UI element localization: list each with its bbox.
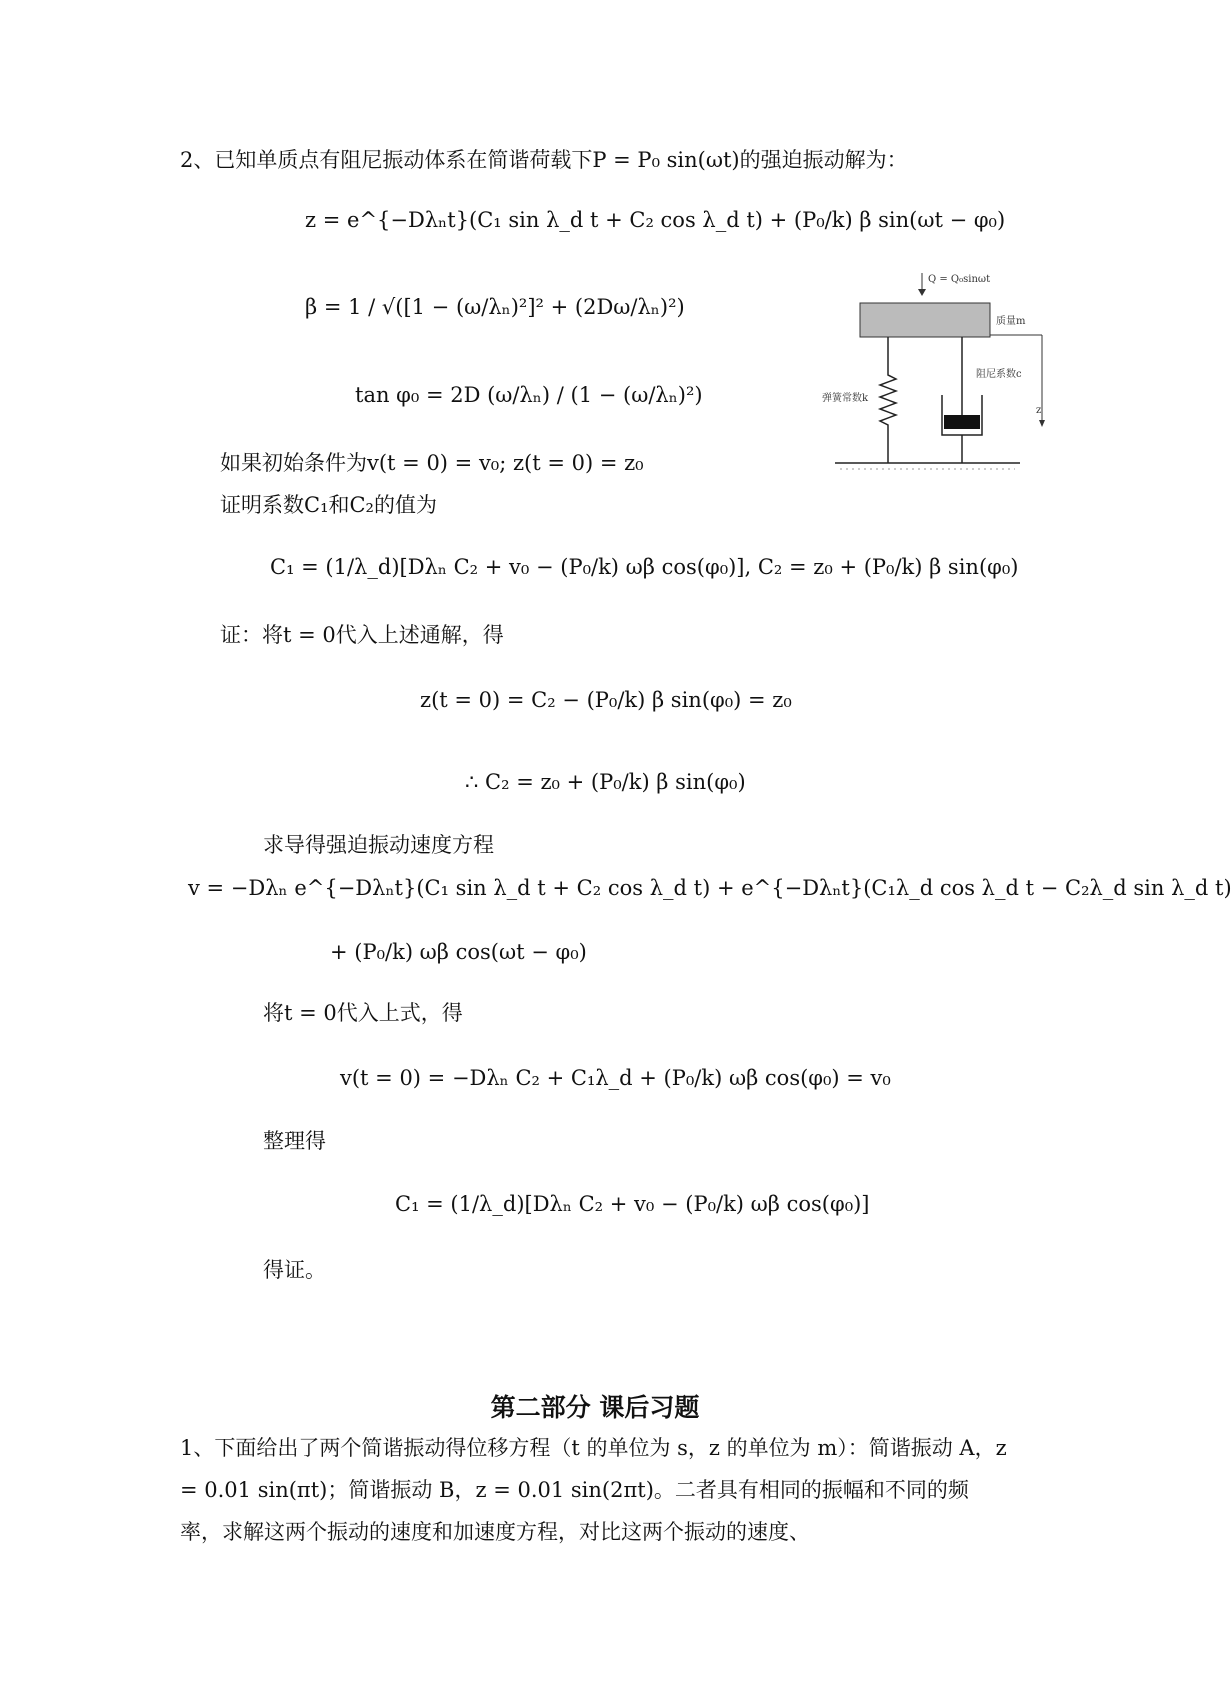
equation-c2: ∴ C₂ = z₀ + (P₀/k) β sin(φ₀) [465,770,746,794]
z-axis-label: z [1036,405,1042,416]
damper-label: 阻尼系数c [976,369,1022,380]
equation-tan-phi: tan φ₀ = 2D (ω/λₙ) / (1 − (ω/λₙ)²) [355,383,703,407]
equation-c1: C₁ = (1/λ_d)[Dλₙ C₂ + v₀ − (P₀/k) ωβ cos(φ₀)] [395,1192,870,1216]
prove-statement: 证明系数C₁和C₂的值为 [220,493,437,517]
spring-label: 弹簧常数k [822,393,869,404]
initial-conditions: 如果初始条件为v(t = 0) = v₀; z(t = 0) = z₀ [220,451,644,475]
equation-c1-c2: C₁ = (1/λ_d)[Dλₙ C₂ + v₀ − (P₀/k) ωβ cos(φ₀)], C₂ = z₀ + (P₀/k) β sin(φ₀) [270,555,1019,579]
mass-label: 质量m [996,316,1026,327]
mass-block [860,303,990,337]
load-label: Q = Q₀sinωt [928,274,991,285]
exercise-1-text: 1、下面给出了两个简谐振动得位移方程（t 的单位为 s，z 的单位为 m）：简谐振动 A，z = 0.01 sin(πt)；简谐振动 B，z = 0.01 sin(2πt)。二者具有相同的振幅和不同的频率，求解这两个振动的速度和加速度方程，对比这两个振动的速度、 [180,1436,1007,1544]
part-2-heading: 第二部分 课后习题 [490,1393,700,1422]
equation-z: z = e^{−Dλₙt}(C₁ sin λ_d t + C₂ cos λ_d t) + (P₀/k) β sin(ωt − φ₀) [305,208,1006,232]
qed-text: 得证。 [263,1258,326,1282]
proof-start: 证：将t = 0代入上述通解，得 [220,623,504,647]
equation-v0: v(t = 0) = −Dλₙ C₂ + C₁λ_d + (P₀/k) ωβ cos(φ₀) = v₀ [340,1066,891,1090]
arrange-text: 整理得 [263,1129,326,1153]
equation-beta: β = 1 / √([1 − (ω/λₙ)²]² + (2Dω/λₙ)²) [305,295,685,319]
substitute-text: 将t = 0代入上式，得 [263,1001,463,1025]
spring [880,337,896,463]
equation-v-line2: + (P₀/k) ωβ cos(ωt − φ₀) [330,940,587,964]
problem-2-intro: 2、已知单质点有阻尼振动体系在简谐荷载下P = P₀ sin(ωt)的强迫振动解为： [180,148,908,172]
equation-z0: z(t = 0) = C₂ − (P₀/k) β sin(φ₀) = z₀ [420,688,792,712]
spring-mass-damper-figure [822,265,1052,480]
equation-v-line1: v = −Dλₙ e^{−Dλₙt}(C₁ sin λ_d t + C₂ cos λ_d t) + e^{−Dλₙt}(C₁λ_d cos λ_d t − C₂λ_d sin λ_d t) [188,876,1232,900]
velocity-text: 求导得强迫振动速度方程 [263,833,494,857]
